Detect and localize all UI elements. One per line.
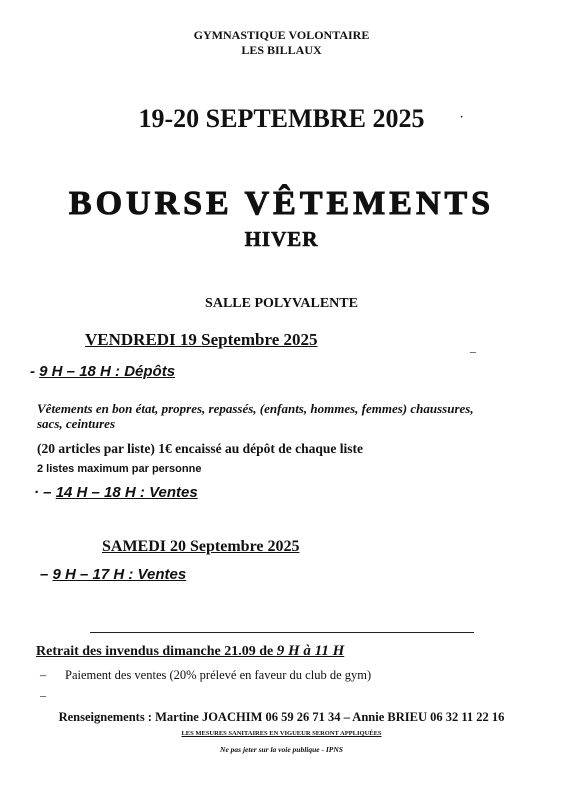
contact-info: Renseignements : Martine JOACHIM 06 59 26 71 34 – Annie BRIEU 06 32 11 22 16	[58, 710, 505, 724]
saturday-sales-line	[40, 566, 186, 583]
sales-bullet: · –	[34, 484, 56, 501]
ipns-notice: Ne pas jeter sur la voie publique - IPNS	[220, 745, 343, 754]
saturday-sales-time: 9 H – 17 H : Ventes	[52, 566, 187, 583]
return-text: Retrait des invendus dimanche 21.09 de	[36, 644, 277, 659]
sanitary-notice: LES MESURES SANITAIRES EN VIGUEUR SERONT APPLIQUÉES	[181, 730, 382, 737]
organization-name: GYMNASTIQUE VOLONTAIRE	[193, 28, 370, 42]
unsold-items-return	[36, 643, 344, 660]
divider	[90, 632, 474, 633]
empty-bullet: –	[40, 688, 46, 702]
sales-bullet: –	[40, 566, 53, 583]
items-description-line1: Vêtements en bon état, propres, repassés, (enfants, hommes, femmes) chaussures,	[37, 401, 474, 416]
stray-dot: ·	[460, 112, 464, 123]
deposit-time: 9 H – 18 H : Dépôts	[39, 363, 176, 380]
payment-text: Paiement des ventes (20% prélevé en faveur du club de gym)	[65, 668, 372, 682]
items-description-line2: sacs, ceintures	[37, 416, 115, 431]
friday-sales-line	[34, 484, 198, 501]
deposit-rules: (20 articles par liste) 1€ encaissé au dépôt de chaque liste	[37, 441, 363, 456]
payment-bullet: –	[40, 668, 47, 682]
event-title: BOURSE VÊTEMENTS	[68, 185, 495, 222]
payment-note	[40, 668, 371, 683]
margin-mark: _	[470, 340, 476, 354]
friday-heading: VENDREDI 19 Septembre 2025	[85, 330, 318, 349]
event-subtitle: HIVER	[244, 227, 319, 251]
friday-sales-time: 14 H – 18 H : Ventes	[55, 484, 198, 501]
friday-deposit-line	[30, 363, 175, 380]
event-dates: 19-20 SEPTEMBRE 2025	[138, 104, 425, 133]
saturday-heading: SAMEDI 20 Septembre 2025	[102, 538, 300, 555]
return-time: 9 H à 11 H	[276, 643, 345, 659]
deposit-bullet: -	[30, 363, 40, 380]
venue: SALLE POLYVALENTE	[205, 296, 358, 311]
list-limit: 2 listes maximum par personne	[37, 463, 202, 475]
organization-location: LES BILLAUX	[241, 43, 322, 57]
